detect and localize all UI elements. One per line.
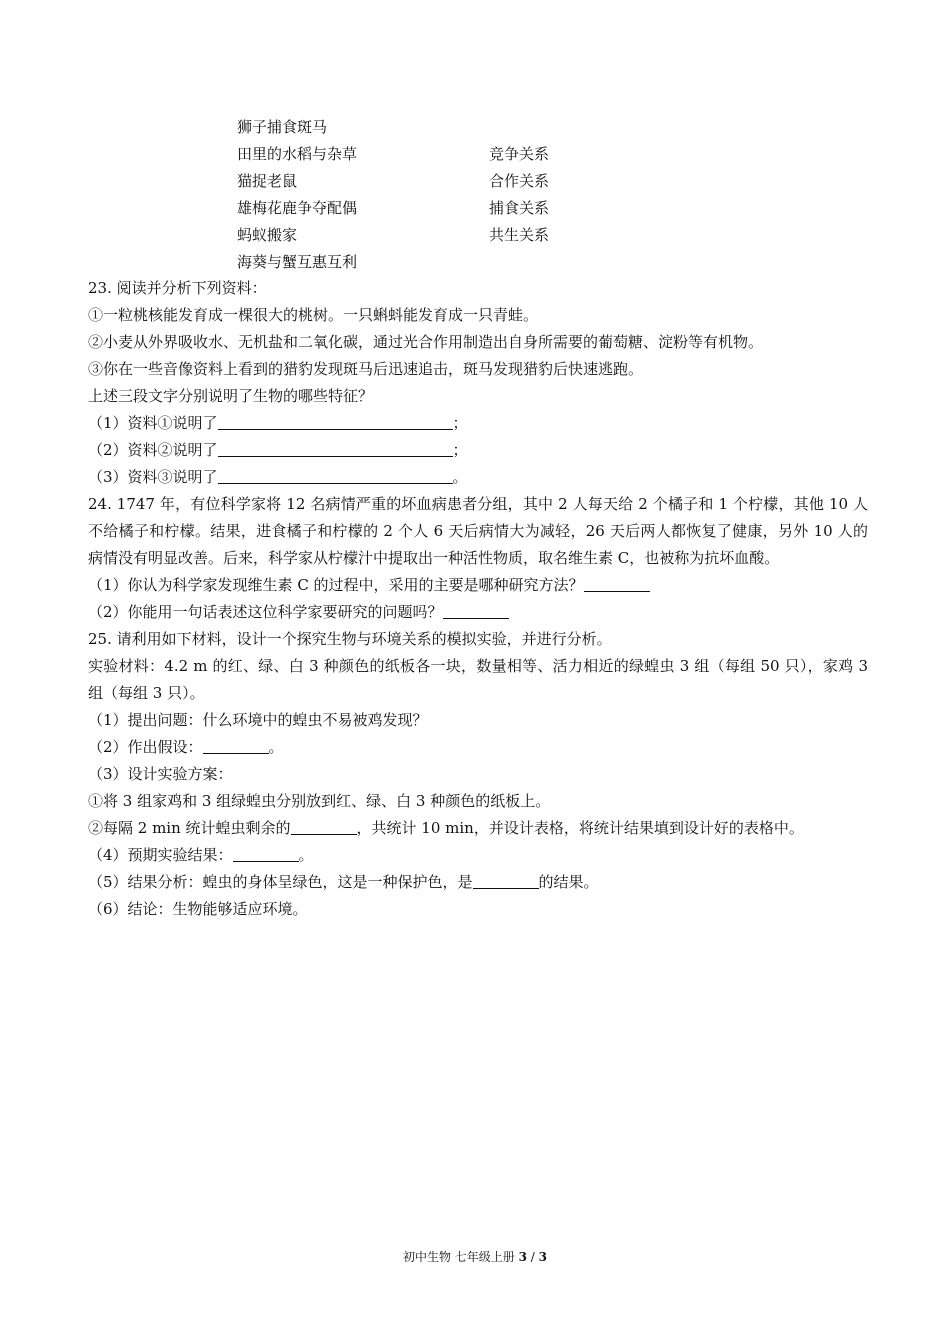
matching-row xyxy=(237,249,577,276)
q25-sub-6: （6）结论：生物能够适应环境。 xyxy=(88,900,308,918)
answer-blank[interactable] xyxy=(473,871,539,889)
matching-left-item: 猫捉老鼠 xyxy=(237,172,298,190)
q23-title: 23. 阅读并分析下列资料： xyxy=(88,279,267,297)
matching-right-item: 竞争关系 xyxy=(489,145,550,163)
matching-left-item: 海葵与蟹互惠互利 xyxy=(237,253,358,271)
matching-row xyxy=(237,222,577,249)
footer-label: 初中生物 七年级上册 xyxy=(402,1250,515,1264)
matching-right-item: 共生关系 xyxy=(489,226,550,244)
matching-left-item: 雄梅花鹿争夺配偶 xyxy=(237,199,358,217)
q25-sub-2 xyxy=(88,734,868,761)
matching-row xyxy=(237,114,577,141)
q23-sub-3-text: （3）资料③说明了 xyxy=(88,468,218,486)
q25-title: 25. 请利用如下材料，设计一个探究生物与环境关系的模拟实验，并进行分析。 xyxy=(88,630,612,648)
q23-sub-2-end: ； xyxy=(452,441,468,459)
q25-sub-2-end: 。 xyxy=(268,738,284,756)
question-body xyxy=(88,275,868,923)
answer-blank[interactable] xyxy=(218,412,453,430)
q23-sub-3-end: 。 xyxy=(452,468,468,486)
q25-step-2-text: ②每隔 2 min 统计蝗虫剩余的 xyxy=(88,819,291,837)
answer-blank[interactable] xyxy=(218,466,453,484)
answer-blank[interactable] xyxy=(291,817,357,835)
q25-sub-2-text: （2）作出假设： xyxy=(88,738,203,756)
q25-sub-3: （3）设计实验方案： xyxy=(88,765,233,783)
q23-sub-1-text: （1）资料①说明了 xyxy=(88,414,218,432)
q23-material-3: ③你在一些音像资料上看到的猎豹发现斑马后迅速追击，斑马发现猎豹后快速逃跑。 xyxy=(88,360,644,378)
q25-materials: 实验材料：4.2 m 的红、绿、白 3 种颜色的纸板各一块，数量相等、活力相近的绿蝗虫 3 组（每组 50 只），家鸡 3 组（每组 3 只）。 xyxy=(88,657,868,702)
q25-step-2 xyxy=(88,815,868,842)
q23-sub-3 xyxy=(88,464,868,491)
q25-sub-4-text: （4）预期实验结果： xyxy=(88,846,233,864)
answer-blank[interactable] xyxy=(443,601,509,619)
matching-right-item: 捕食关系 xyxy=(489,199,550,217)
q24-sub-1-text: （1）你认为科学家发现维生素 C 的过程中，采用的主要是哪种研究方法？ xyxy=(88,576,584,594)
matching-row xyxy=(237,141,577,168)
q25-sub-5-text: （5）结果分析：蝗虫的身体呈绿色，这是一种保护色，是 xyxy=(88,873,473,891)
matching-left-item: 田里的水稻与杂草 xyxy=(237,145,358,163)
q23-sub-1-end: ； xyxy=(452,414,468,432)
footer-page-number: 3 xyxy=(518,1250,527,1264)
q25-sub-1: （1）提出问题：什么环境中的蝗虫不易被鸡发现？ xyxy=(88,711,428,729)
footer-page-total: 3 xyxy=(538,1250,548,1264)
matching-left-item: 蚂蚁搬家 xyxy=(237,226,298,244)
matching-exercise xyxy=(237,114,577,276)
q24-sub-2-text: （2）你能用一句话表述这位科学家要研究的问题吗？ xyxy=(88,603,443,621)
q24-text: 24. 1747 年，有位科学家将 12 名病情严重的坏血病患者分组，其中 2 人每天给 2 个橘子和 1 个柠檬，其他 10 人不给橘子和柠檬。结果，进食橘子和柠檬的 2 个人 6 天后病情大为减轻，26 天后两人都恢复了健康，另外 10 人的病情没有明显改善。后来，科学家从柠檬汁中提取出一种活性物质，取名维生素 C，也被称为抗坏血酸。 xyxy=(88,495,868,567)
q23-material-2: ②小麦从外界吸收水、无机盐和二氧化碳，通过光合作用制造出自身所需要的葡萄糖、淀粉等有机物。 xyxy=(88,333,764,351)
q23-sub-2 xyxy=(88,437,868,464)
q23-question: 上述三段文字分别说明了生物的哪些特征？ xyxy=(88,387,374,405)
answer-blank[interactable] xyxy=(584,574,650,592)
q25-sub-4 xyxy=(88,842,868,869)
answer-blank[interactable] xyxy=(233,844,299,862)
q25-sub-5-end: 的结果。 xyxy=(538,873,599,891)
q23-sub-2-text: （2）资料②说明了 xyxy=(88,441,218,459)
q23-sub-1 xyxy=(88,410,868,437)
q24-sub-2 xyxy=(88,599,868,626)
matching-row xyxy=(237,195,577,222)
q24-sub-1 xyxy=(88,572,868,599)
page-footer xyxy=(0,1249,950,1265)
answer-blank[interactable] xyxy=(218,439,453,457)
q25-step-2-end: ，共统计 10 min，并设计表格，将统计结果填到设计好的表格中。 xyxy=(356,819,804,837)
matching-right-item: 合作关系 xyxy=(489,172,550,190)
footer-separator: / xyxy=(526,1250,539,1264)
answer-blank[interactable] xyxy=(203,736,269,754)
matching-left-item: 狮子捕食斑马 xyxy=(237,118,328,136)
q23-material-1: ①一粒桃核能发育成一棵很大的桃树。一只蝌蚪能发育成一只青蛙。 xyxy=(88,306,539,324)
q25-sub-4-end: 。 xyxy=(298,846,314,864)
matching-row xyxy=(237,168,577,195)
q25-step-1: ①将 3 组家鸡和 3 组绿蝗虫分别放到红、绿、白 3 种颜色的纸板上。 xyxy=(88,792,551,810)
q25-sub-5 xyxy=(88,869,868,896)
